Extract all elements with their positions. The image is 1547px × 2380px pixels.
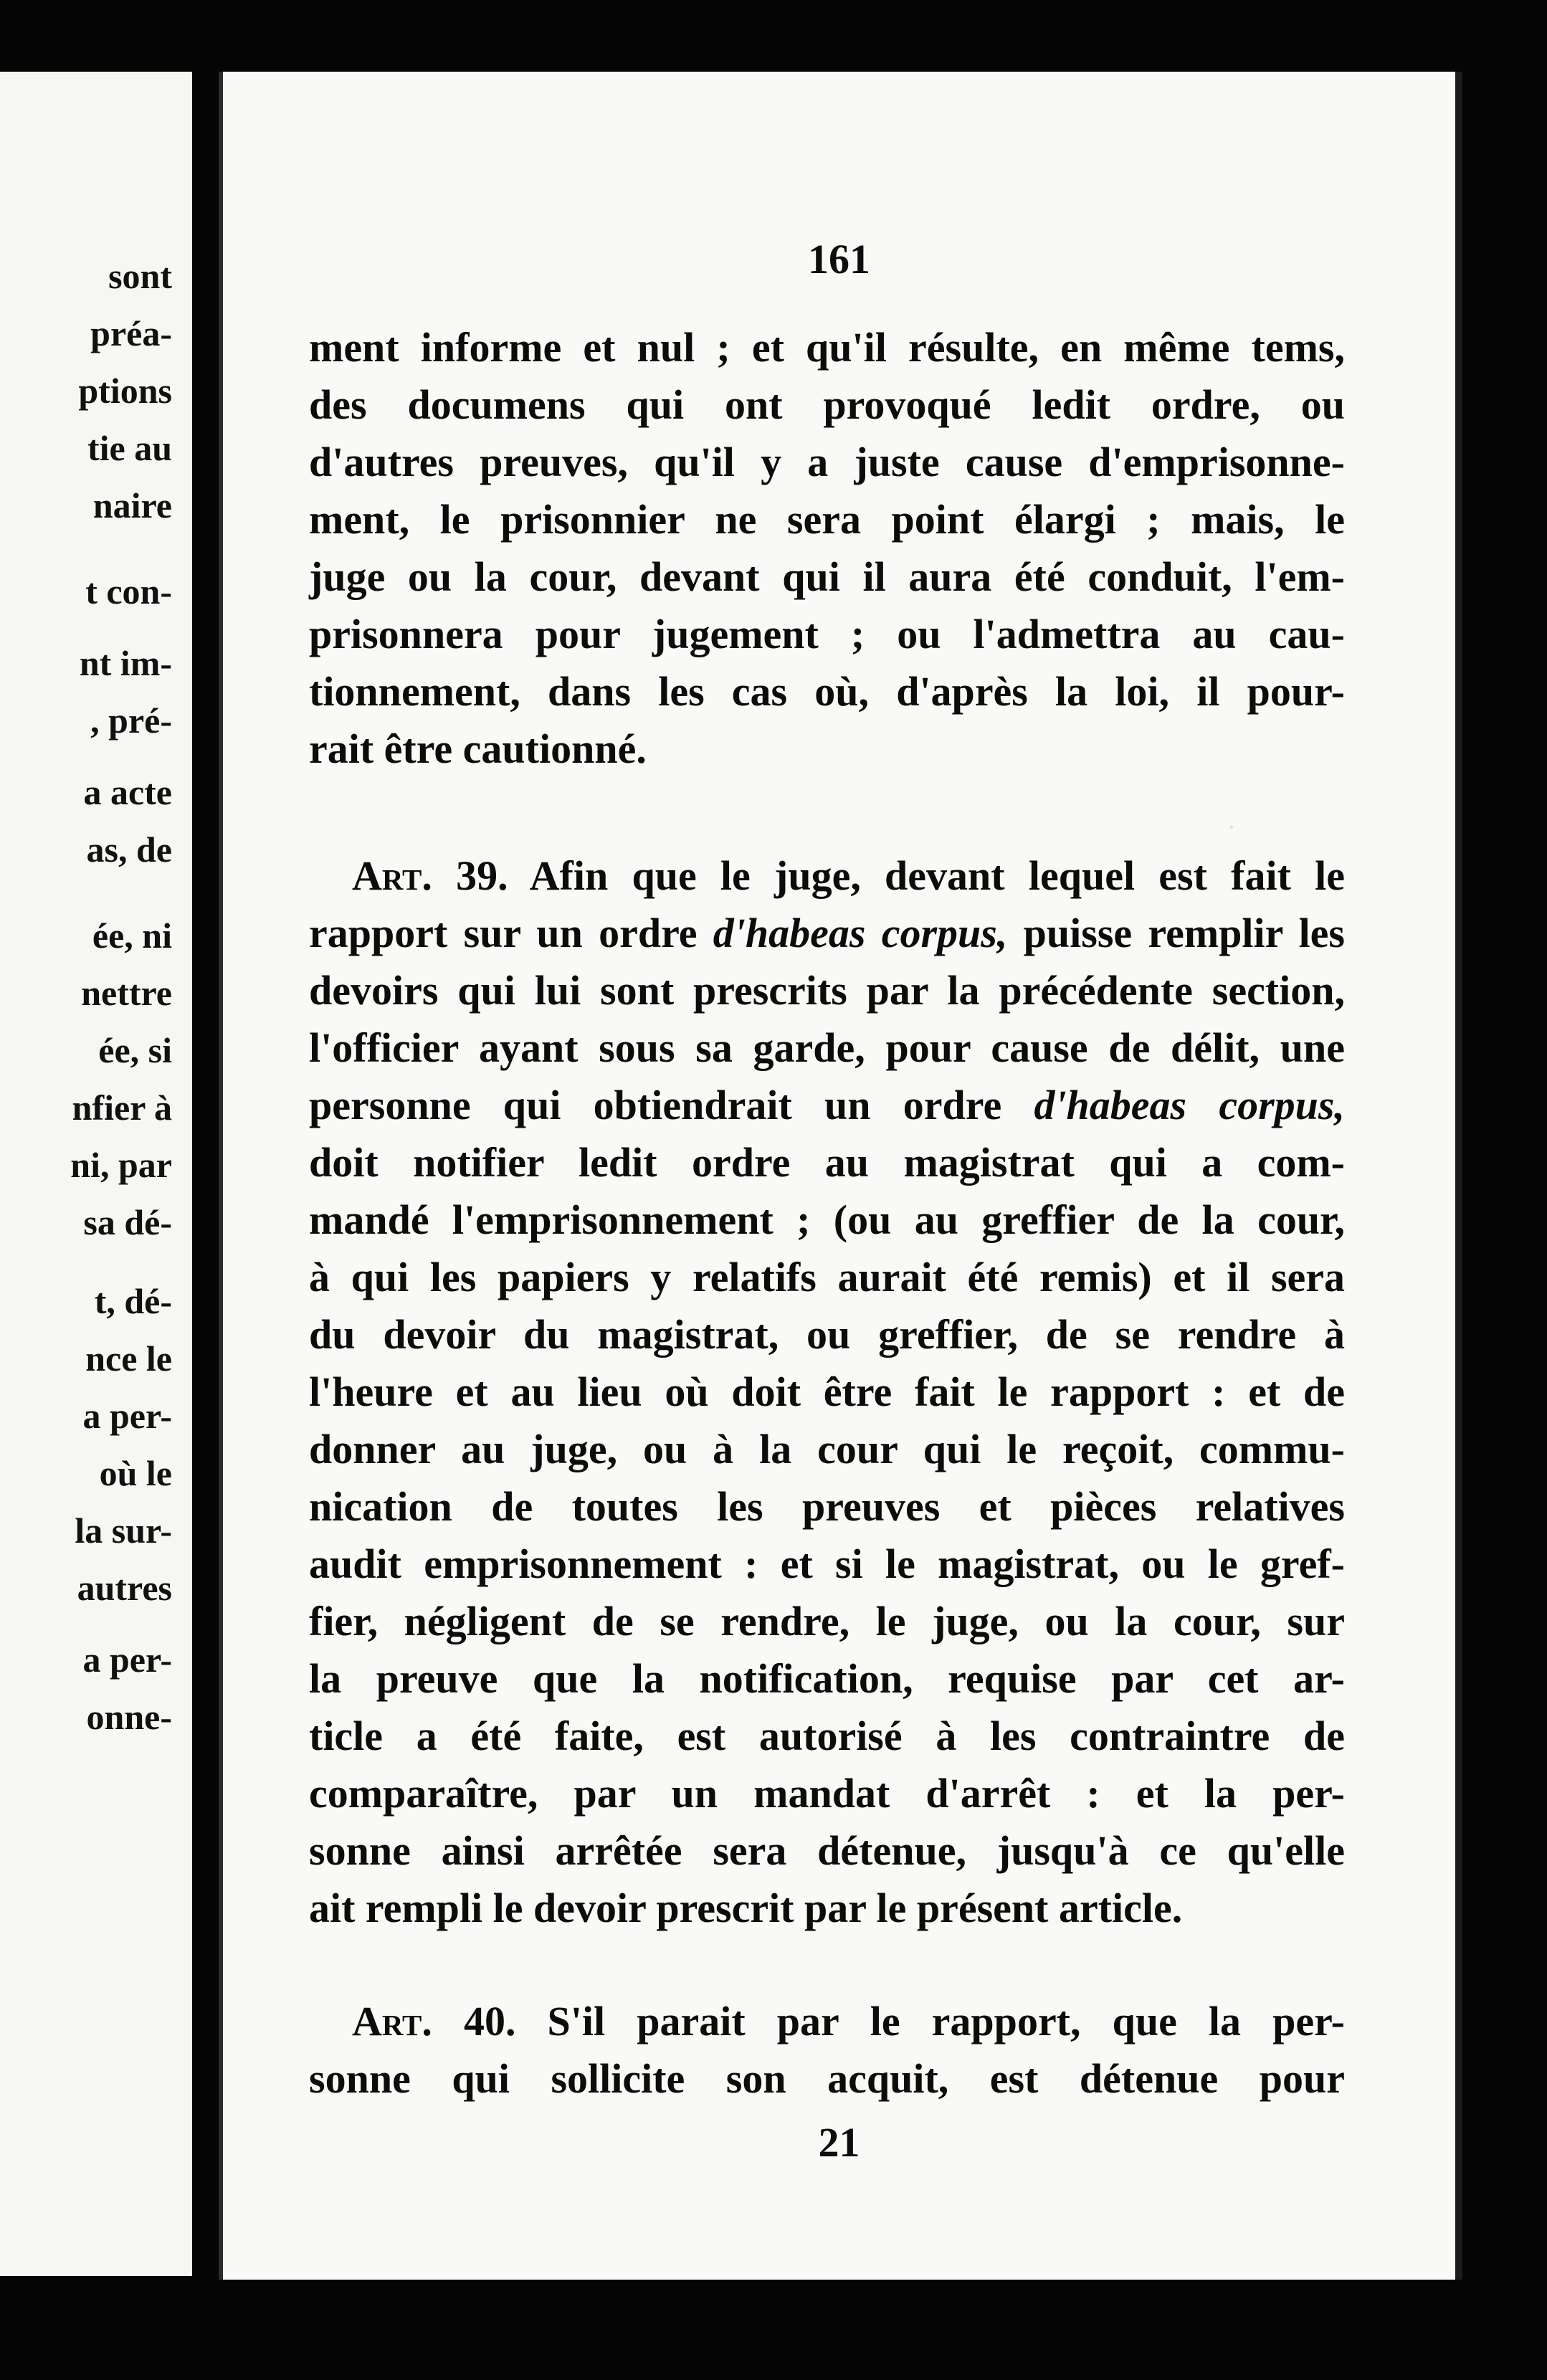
left-page-line: nt im- xyxy=(79,643,172,683)
left-page-line: ée, si xyxy=(98,1030,172,1070)
paragraph-1-line: ment informe et nul ; et qu'il résulte, en même tems, xyxy=(309,324,1345,371)
art39-line-5: personne qui obtiendrait un ordre d'habeas corpus, xyxy=(309,1082,1345,1128)
left-page-fragment xyxy=(0,72,192,2276)
art39-line-3: devoirs qui lui sont prescrits par la précédente section, xyxy=(309,967,1345,1014)
art39-line: ticle a été faite, est autorisé à les contraintre de xyxy=(309,1713,1345,1759)
art39-line: la preuve que la notification, requise par cet ar- xyxy=(309,1655,1345,1702)
left-page-line: autres xyxy=(77,1568,172,1608)
left-page-line: ni, par xyxy=(70,1145,172,1185)
art39-label: Art. 39. xyxy=(352,852,508,899)
left-page-line: a per- xyxy=(82,1396,172,1436)
art39-line: nication de toutes les preuves et pièces relatives xyxy=(309,1483,1345,1530)
paragraph-1-line: des documens qui ont provoqué ledit ordre, ou xyxy=(309,381,1345,428)
art39-line: audit emprisonnement : et si le magistrat, ou le gref- xyxy=(309,1541,1345,1587)
art39-line-2: rapport sur un ordre d'habeas corpus, puisse remplir les xyxy=(309,910,1345,956)
paragraph-1-line: rait être cautionné. xyxy=(309,725,647,772)
paragraph-1-line: d'autres preuves, qu'il y a juste cause d'emprisonne- xyxy=(309,439,1345,485)
left-page-line: sa dé- xyxy=(83,1202,172,1242)
signature-mark: 21 xyxy=(818,2119,860,2166)
main-page xyxy=(219,72,1462,2280)
paragraph-1-line: juge ou la cour, devant qui il aura été conduit, l'em- xyxy=(309,553,1345,600)
left-page-line: préa- xyxy=(90,313,172,353)
left-page-line: sont xyxy=(108,256,172,296)
art39-line: à qui les papiers y relatifs aurait été remis) et il sera xyxy=(309,1254,1345,1300)
left-page-line: tie au xyxy=(87,428,172,468)
paragraph-1-line: ment, le prisonnier ne sera point élargi ; mais, le xyxy=(309,496,1345,543)
left-page-line: ée, ni xyxy=(92,915,172,956)
paragraph-1-line: prisonnera pour jugement ; ou l'admettra au cau- xyxy=(309,611,1345,657)
art39-line-4: l'officier ayant sous sa garde, pour cause de délit, une xyxy=(309,1024,1345,1071)
left-page-line: , pré- xyxy=(90,700,172,741)
art39-line: comparaître, par un mandat d'arrêt : et la per- xyxy=(309,1770,1345,1817)
left-page-line: nce le xyxy=(85,1338,172,1379)
left-page-line: as, de xyxy=(86,829,172,870)
art40-line-2: sonne qui sollicite son acquit, est détenue pour xyxy=(309,2055,1345,2102)
left-page-line: où le xyxy=(99,1453,172,1493)
left-page-line: la sur- xyxy=(75,1510,172,1551)
left-page-line: nfier à xyxy=(72,1087,172,1128)
art39-line: l'heure et au lieu où doit être fait le rapport : et de xyxy=(309,1368,1345,1415)
art39-line: donner au juge, ou à la cour qui le reçoit, commu- xyxy=(309,1426,1345,1472)
left-page-line: a per- xyxy=(82,1639,172,1680)
left-page-line: t con- xyxy=(85,571,172,611)
art40-label: Art. 40. xyxy=(352,1998,516,2045)
art39-line-1: Art. 39. Afin que le juge, devant lequel est fait le xyxy=(352,852,1345,899)
art40-line-1: Art. 40. S'il parait par le rapport, que la per- xyxy=(352,1998,1345,2045)
left-page-line: onne- xyxy=(86,1697,172,1737)
art39-line: sonne ainsi arrêtée sera détenue, jusqu'à ce qu'elle xyxy=(309,1827,1345,1874)
left-page-line: naire xyxy=(92,485,172,525)
left-page-line: t, dé- xyxy=(94,1281,172,1321)
left-page-line: nettre xyxy=(81,973,172,1013)
art39-line: du devoir du magistrat, ou greffier, de se rendre à xyxy=(309,1311,1345,1358)
paragraph-1-line: tionnement, dans les cas où, d'après la loi, il pour- xyxy=(309,668,1345,715)
art39-line: fier, négligent de se rendre, le juge, ou la cour, sur xyxy=(309,1598,1345,1644)
bleed-through-1: · xyxy=(1227,811,1237,843)
art39-line: doit notifier ledit ordre au magistrat qui a com- xyxy=(309,1139,1345,1186)
left-page-line: a acte xyxy=(83,772,172,812)
left-page-line: ptions xyxy=(78,371,172,411)
art39-line: ait rempli le devoir prescrit par le présent article. xyxy=(309,1885,1183,1931)
page-number: 161 xyxy=(808,236,870,282)
art39-line: mandé l'emprisonnement ; (ou au greffier de la cour, xyxy=(309,1196,1345,1243)
